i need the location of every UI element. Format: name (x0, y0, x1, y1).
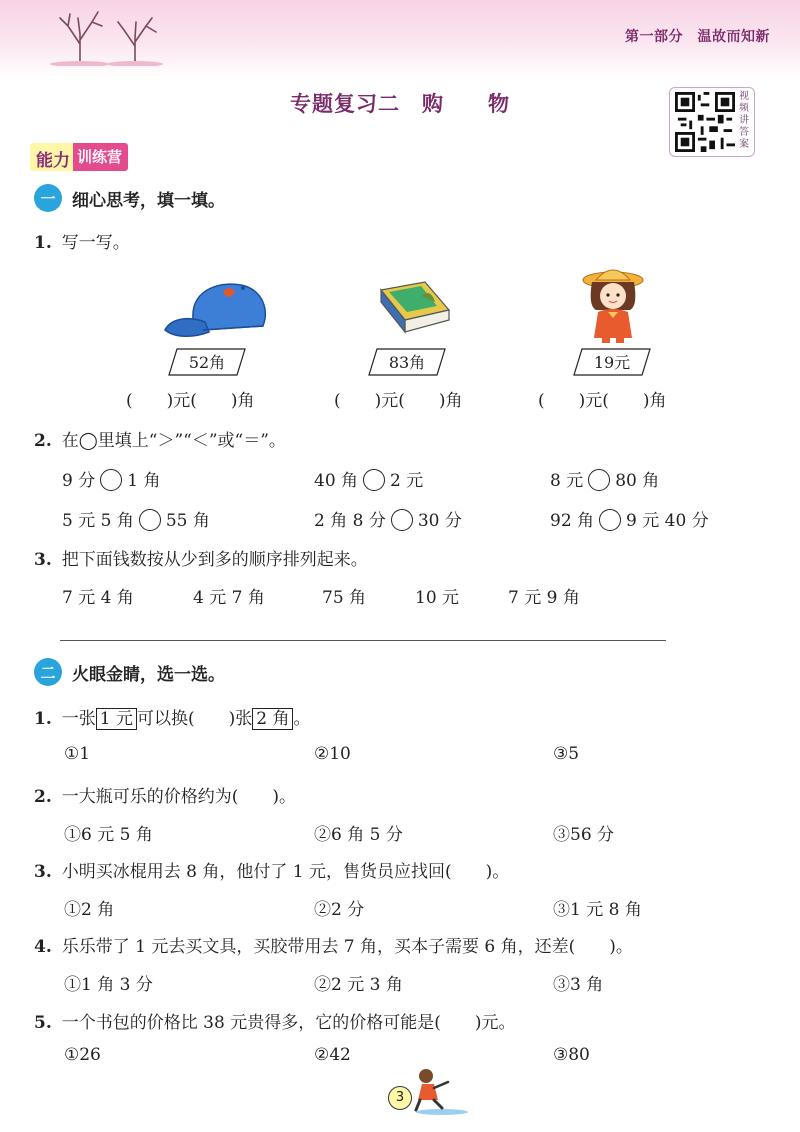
option[interactable]: ①26 (64, 1045, 101, 1065)
answer-blank-doll[interactable]: ( )元( )角 (538, 391, 667, 411)
section1-number: 一 (34, 184, 62, 212)
amount-item: 75 角 (322, 588, 367, 608)
price-tag-book-text: 83角 (388, 353, 426, 372)
answer-blank-book[interactable]: ( )元( )角 (334, 391, 463, 411)
compare-item (550, 466, 659, 494)
s2-q4-text: 乐乐带了 1 元去买文具，买胶带用去 7 角，买本子需要 6 角，还差( )。 (61, 937, 633, 957)
compare-circle[interactable] (588, 469, 610, 491)
section1-header (34, 184, 225, 212)
price-tag-doll-text: 19元 (593, 353, 631, 372)
price-tag-cap (167, 347, 247, 377)
cap-icon (163, 278, 275, 342)
s2-q2-text: 一大瓶可乐的价格约为( )。 (61, 787, 297, 807)
option[interactable]: ①1 (64, 744, 91, 764)
s2-q5 (34, 1008, 515, 1033)
badge-part-b: 训练营 (73, 143, 128, 171)
compare-left: 9 分 (62, 471, 96, 491)
book-icon (377, 280, 453, 342)
compare-circle[interactable] (139, 509, 161, 531)
qr-label: 视频讲答案 (739, 91, 749, 150)
s2-q5-number: 5. (34, 1013, 52, 1033)
qr-code-icon (675, 92, 735, 152)
option[interactable]: ①2 角 (64, 900, 115, 920)
option[interactable]: ③5 (553, 744, 580, 764)
answer-line[interactable] (60, 640, 666, 641)
s2-q1-pre: 一张 (61, 709, 96, 729)
compare-right: 1 角 (127, 471, 161, 491)
s1-q3-number: 3. (34, 550, 52, 570)
s2-q1 (34, 704, 310, 729)
s1-q1-number: 1. (34, 233, 52, 253)
amount-item: 4 元 7 角 (193, 588, 265, 608)
s1-q3 (34, 545, 368, 570)
option[interactable]: ①6 元 5 角 (64, 825, 153, 845)
compare-circle[interactable] (391, 509, 413, 531)
option[interactable]: ②2 元 3 角 (314, 975, 403, 995)
s1-q3-text: 把下面钱数按从少到多的顺序排列起来。 (61, 550, 368, 570)
price-tag-doll (572, 347, 652, 377)
compare-right: 55 角 (165, 511, 210, 531)
option[interactable]: ②10 (314, 744, 351, 764)
boxed-2-jiao: 2 角 (252, 708, 293, 730)
compare-right: 30 分 (417, 511, 462, 531)
s2-q2 (34, 782, 296, 807)
option[interactable]: ③1 元 8 角 (553, 900, 642, 920)
option[interactable]: ②2 分 (314, 900, 365, 920)
s2-q3-text: 小明买冰棍用去 8 角，他付了 1 元，售货员应找回( )。 (61, 862, 510, 882)
qr-code-box[interactable] (669, 87, 755, 157)
s2-q3-number: 3. (34, 862, 52, 882)
s2-q4-number: 4. (34, 937, 52, 957)
section2-header (34, 658, 225, 686)
compare-circle[interactable] (100, 469, 122, 491)
compare-left: 5 元 5 角 (62, 511, 134, 531)
compare-left: 40 角 (314, 471, 359, 491)
compare-item (314, 466, 423, 494)
amount-item: 7 元 4 角 (62, 588, 134, 608)
s1-q2 (34, 426, 286, 451)
compare-left: 92 角 (550, 511, 595, 531)
s1-q2-number: 2. (34, 431, 52, 451)
compare-item (62, 506, 210, 534)
s2-q1-post: 。 (293, 709, 311, 729)
s2-q5-text: 一个书包的价格比 38 元贵得多，它的价格可能是( )元。 (61, 1013, 516, 1033)
s2-q2-number: 2. (34, 787, 52, 807)
option[interactable]: ③56 分 (553, 825, 615, 845)
s1-q2-text: 在◯里填上“＞”“＜”或“＝”。 (61, 431, 286, 451)
option[interactable]: ②42 (314, 1045, 351, 1065)
section2-title: 火眼金睛，选一选。 (72, 664, 225, 685)
amount-item: 7 元 9 角 (508, 588, 580, 608)
page-title: 专题复习二 购 物 (290, 92, 510, 116)
option[interactable]: ①1 角 3 分 (64, 975, 153, 995)
compare-item (550, 506, 709, 534)
training-camp-badge (30, 143, 128, 171)
trees-decoration-icon (40, 4, 170, 66)
s1-q1 (34, 228, 130, 253)
s2-q3 (34, 857, 509, 882)
s2-q1-mid: 可以换( )张 (136, 709, 253, 729)
compare-left: 2 角 8 分 (314, 511, 386, 531)
option[interactable]: ③3 角 (553, 975, 604, 995)
boxed-1-yuan: 1 元 (96, 708, 137, 730)
header-section-label: 第一部分 温故而知新 (625, 29, 770, 45)
badge-part-a: 能力 (30, 143, 73, 171)
doll-icon (578, 262, 648, 344)
option[interactable]: ③80 (553, 1045, 590, 1065)
option[interactable]: ②6 角 5 分 (314, 825, 403, 845)
section2-number: 二 (34, 658, 62, 686)
s2-q1-number: 1. (34, 709, 52, 729)
section1-title: 细心思考，填一填。 (72, 190, 225, 211)
compare-right: 80 角 (615, 471, 660, 491)
compare-left: 8 元 (550, 471, 584, 491)
amount-item: 10 元 (415, 588, 460, 608)
price-tag-book (367, 347, 447, 377)
answer-blank-cap[interactable]: ( )元( )角 (126, 391, 255, 411)
compare-right: 9 元 40 分 (626, 511, 709, 531)
kid-mascot-icon (412, 1066, 472, 1116)
compare-item (314, 506, 462, 534)
compare-circle[interactable] (363, 469, 385, 491)
compare-right: 2 元 (390, 471, 424, 491)
compare-circle[interactable] (599, 509, 621, 531)
s2-q4 (34, 932, 633, 957)
compare-item (62, 466, 160, 494)
page-number: 3 (388, 1086, 412, 1110)
price-tag-cap-text: 52角 (188, 353, 226, 372)
s1-q1-text: 写一写。 (61, 233, 130, 253)
